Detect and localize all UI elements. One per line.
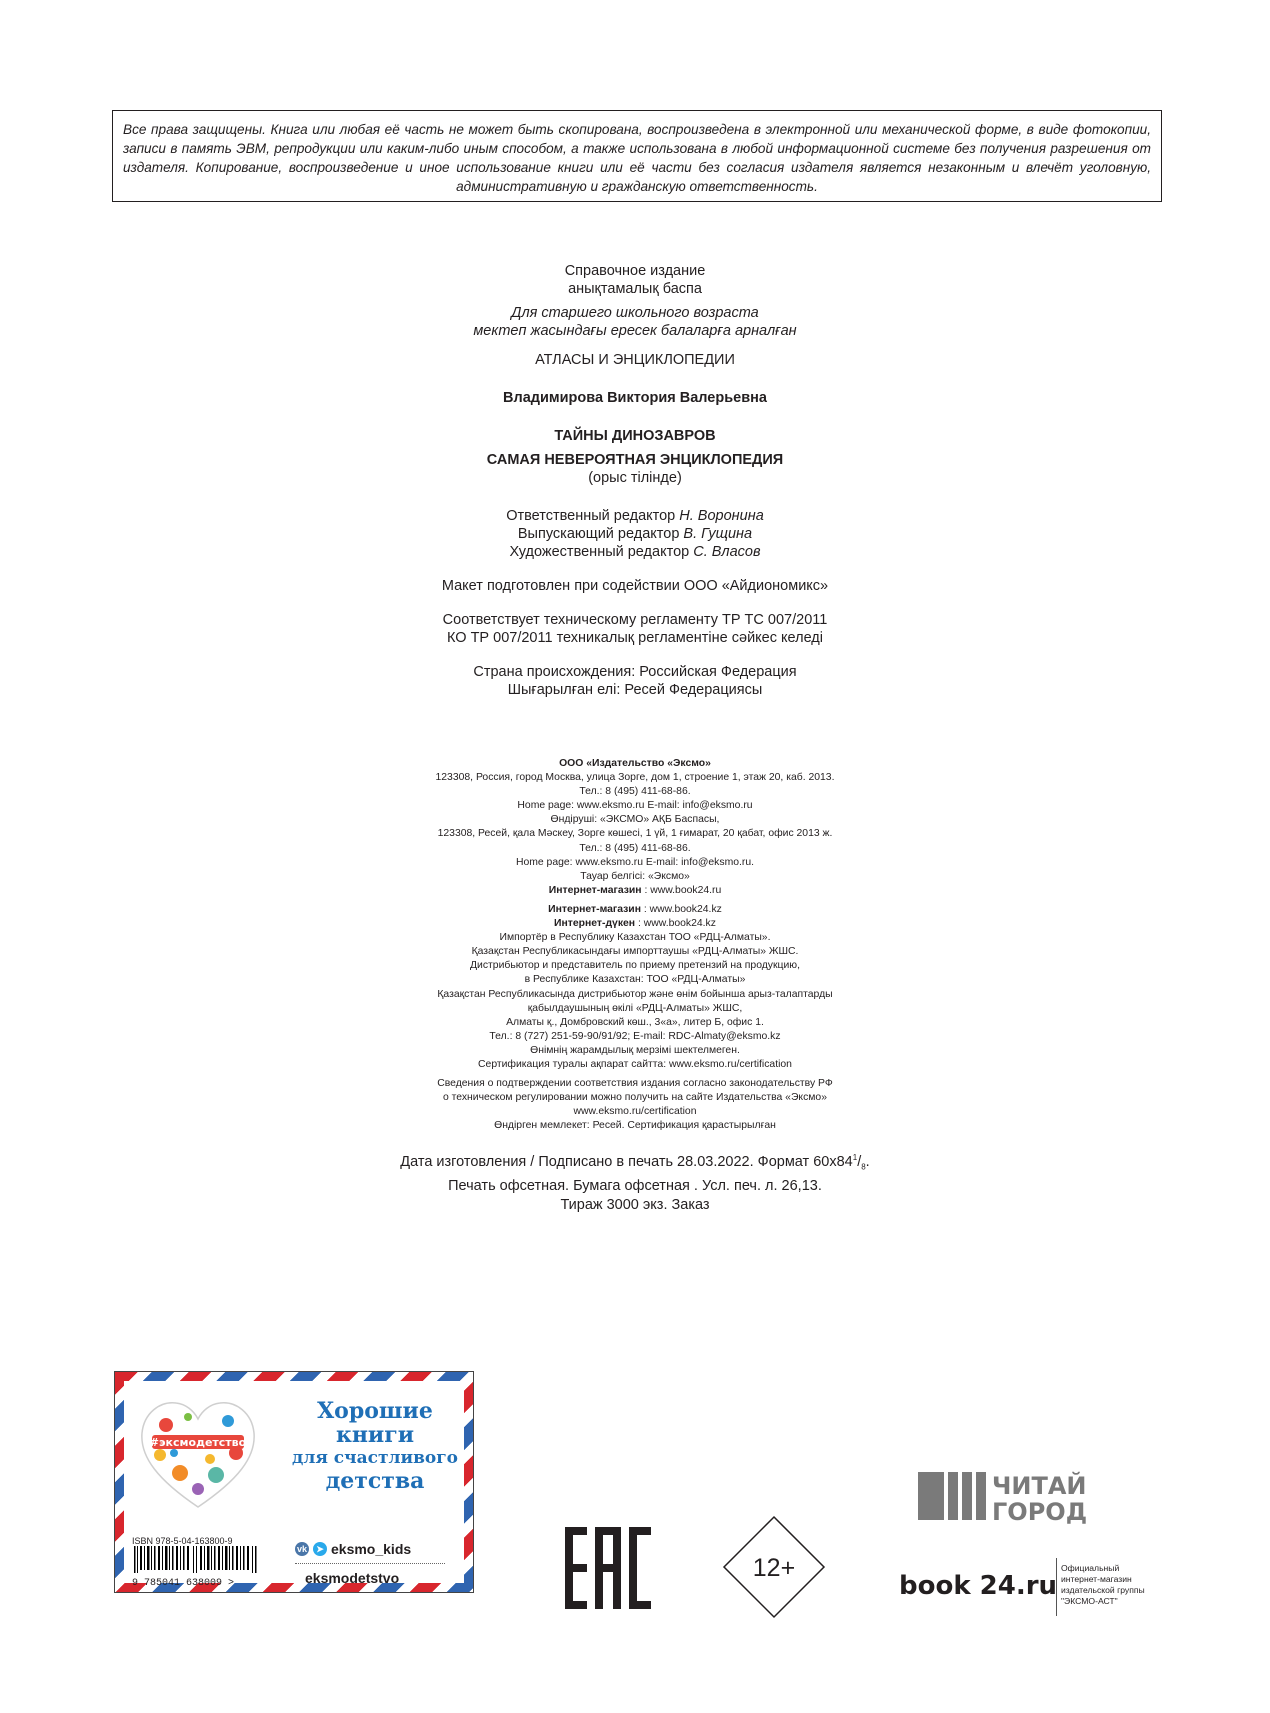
conformity-3: www.eksmo.ru/certification (573, 1106, 697, 1118)
age-rating (722, 1515, 826, 1619)
book24-logo: book 24.ru (899, 1571, 1058, 1601)
vk-icon[interactable]: vk (296, 1544, 307, 1554)
dotted-divider (295, 1563, 445, 1564)
publisher-tel-ru: Тел.: 8 (495) 411-68-86. (579, 786, 691, 798)
importer-kz: Қазақстан Республикасындағы импорттаушы «РДЦ-Алматы» ЖШС. (471, 946, 799, 958)
print-paper: Печать офсетная. Бумага офсетная . Усл. печ. л. 26,13. (448, 1177, 822, 1194)
edition-type-ru: Справочное издание (564, 263, 706, 279)
heart-logo (138, 1395, 258, 1515)
trademark: Тауар белгісі: «Эксмо» (580, 870, 690, 882)
book-title: ТАЙНЫ ДИНОЗАВРОВ (554, 428, 716, 444)
barcode (132, 1546, 264, 1573)
series-name: АТЛАСЫ И ЭНЦИКЛОПЕДИИ (535, 352, 735, 368)
promo-card (114, 1371, 474, 1593)
shop-kz: Интернет-магазин : www.book24.kz (548, 903, 722, 915)
imprint-block (0, 262, 1270, 699)
isbn-number: ISBN 978-5-04-163800-9 (132, 1536, 233, 1546)
editor-responsible: Ответственный редактор Н. Воронина (506, 508, 764, 524)
publisher-maker-kz: Өндіруші: «ЭКСМО» АҚБ Баспасы, (550, 814, 720, 826)
age-rating-text: 12+ (752, 1554, 796, 1582)
chitai-line-2: ГОРОД (992, 1498, 1088, 1526)
print-run: Тираж 3000 экз. Заказ (560, 1196, 710, 1213)
social-handle-1[interactable]: eksmo_kids (331, 1541, 412, 1557)
telegram-icon[interactable]: ➤ (313, 1542, 327, 1556)
book24-divider (1056, 1558, 1057, 1616)
promo-title-2: книги (335, 1422, 415, 1448)
heart-tag-text: #эксмодетство (149, 1436, 247, 1449)
conformity-1: Сведения о подтверждении соответствия издания согласно законодательству РФ (437, 1078, 833, 1090)
print-details (0, 1148, 1270, 1215)
editor-release: Выпускающий редактор В. Гущина (517, 526, 753, 542)
publisher-address-kz: 123308, Ресей, қала Мәскеу, Зорге көшесі, 1 үй, 1 ғимарат, 20 қабат, офис 2013 ж. (437, 828, 833, 840)
regulation-ru: Соответствует техническому регламенту ТР ТС 007/2011 (442, 612, 828, 628)
origin-ru: Страна происхождения: Российская Федерация (473, 664, 797, 680)
certification-kz: Сертификация туралы ақпарат сайтта: www.eksmo.ru/certification (478, 1058, 792, 1070)
language-note: (орыс тілінде) (588, 470, 682, 486)
almaty-address: Алматы қ., Домбровский көш., 3«а», литер Б, офис 1. (506, 1016, 764, 1028)
social-handle-2[interactable]: eksmodetstvo (305, 1570, 400, 1586)
almaty-tel: Тел.: 8 (727) 251-59-90/91/92; E-mail: RDC-Almaty@eksmo.kz (489, 1030, 781, 1042)
promo-title-1: Хорошие (317, 1398, 433, 1424)
publisher-address-ru: 123308, Россия, город Москва, улица Зорге, дом 1, строение 1, этаж 20, каб. 2013. (435, 772, 835, 784)
distributor-ru-2: в Республике Казахстан: ТОО «РДЦ-Алматы» (524, 974, 746, 986)
edition-type-kz: анықтамалық баспа (568, 281, 702, 297)
eac-mark (565, 1527, 651, 1609)
promo-title-3: для счастливого (292, 1448, 458, 1468)
age-group-ru: Для старшего школьного возраста (511, 305, 759, 321)
chitai-gorod-logo (918, 1464, 1138, 1528)
promo-title-4: детства (325, 1468, 425, 1494)
age-group-kz: мектеп жасындағы ересек балаларға арналған (473, 323, 797, 339)
distributor-kz-2: қабылдаушының өкілі «РДЦ-Алматы» ЖШС, (527, 1002, 743, 1014)
author-name: Владимирова Виктория Валерьевна (503, 390, 767, 406)
copyright-notice: Все права защищены. Книга или любая её часть не может быть скопирована, воспроизведена в электронной или механической форме, в виде фотокопии, записи в память ЭВМ, репродукции или каким-либо иным способом, а также использована в любой информационной системе без получения разрешения от издателя. Копирование, воспроизведение и иное использование книги или её части без согласия издателя является незаконным и влечёт уголовную, административную и гражданскую ответственность. (112, 110, 1162, 202)
publisher-block (0, 757, 1270, 1133)
conformity-2: о техническом регулировании можно получить на сайте Издательства «Эксмо» (443, 1092, 827, 1104)
distributor-kz-1: Қазақстан Республикасында дистрибьютор және өнім бойынша арыз-талаптарды (437, 988, 833, 1000)
publisher-web-ru: Home page: www.eksmo.ru E-mail: info@eksmo.ru (517, 800, 753, 812)
print-date-format: Дата изготовления / Подписано в печать 28.03.2022. Формат $60х84^1/_8$. (400, 1153, 870, 1172)
editor-art: Художественный редактор С. Власов (509, 544, 761, 560)
publisher-web-kz: Home page: www.eksmo.ru E-mail: info@eksmo.ru. (515, 856, 755, 868)
book24-note: Официальный интернет-магазин издательской группы "ЭКСМО-АСТ" (1061, 1563, 1145, 1606)
publisher-tel-kz: Тел.: 8 (495) 411-68-86. (579, 842, 691, 854)
distributor-ru-1: Дистрибьютор и представитель по приему претензий на продукцию, (470, 960, 800, 972)
conformity-4: Өндірген мемлекет: Ресей. Сертификация қарастырылған (494, 1120, 776, 1132)
shelf-life: Өнімнің жарамдылық мерзімі шектелмеген. (530, 1044, 740, 1056)
book-subtitle: САМАЯ НЕВЕРОЯТНАЯ ЭНЦИКЛОПЕДИЯ (486, 452, 784, 468)
origin-kz: Шығарылған елі: Ресей Федерациясы (507, 682, 763, 698)
publisher-name: ООО «Издательство «Эксмо» (559, 758, 711, 769)
isbn-barcode (132, 1536, 264, 1589)
chitai-line-1: ЧИТАЙ (992, 1472, 1087, 1500)
social-links (295, 1539, 465, 1586)
layout-credit: Макет подготовлен при содействии ООО «Айдиономикс» (441, 578, 829, 594)
shop-kz-kaz: Интернет-дүкен : www.book24.kz (554, 918, 716, 930)
importer-ru: Импортёр в Республику Казахстан ТОО «РДЦ-Алматы». (499, 932, 771, 944)
barcode-digits: 9 785041 638009 > (132, 1578, 235, 1589)
regulation-kz: КО ТР 007/2011 техникалық регламентіне сәйкес келеді (446, 630, 823, 646)
promo-title (284, 1399, 466, 1493)
shop-ru: Интернет-магазин : www.book24.ru (548, 884, 722, 896)
